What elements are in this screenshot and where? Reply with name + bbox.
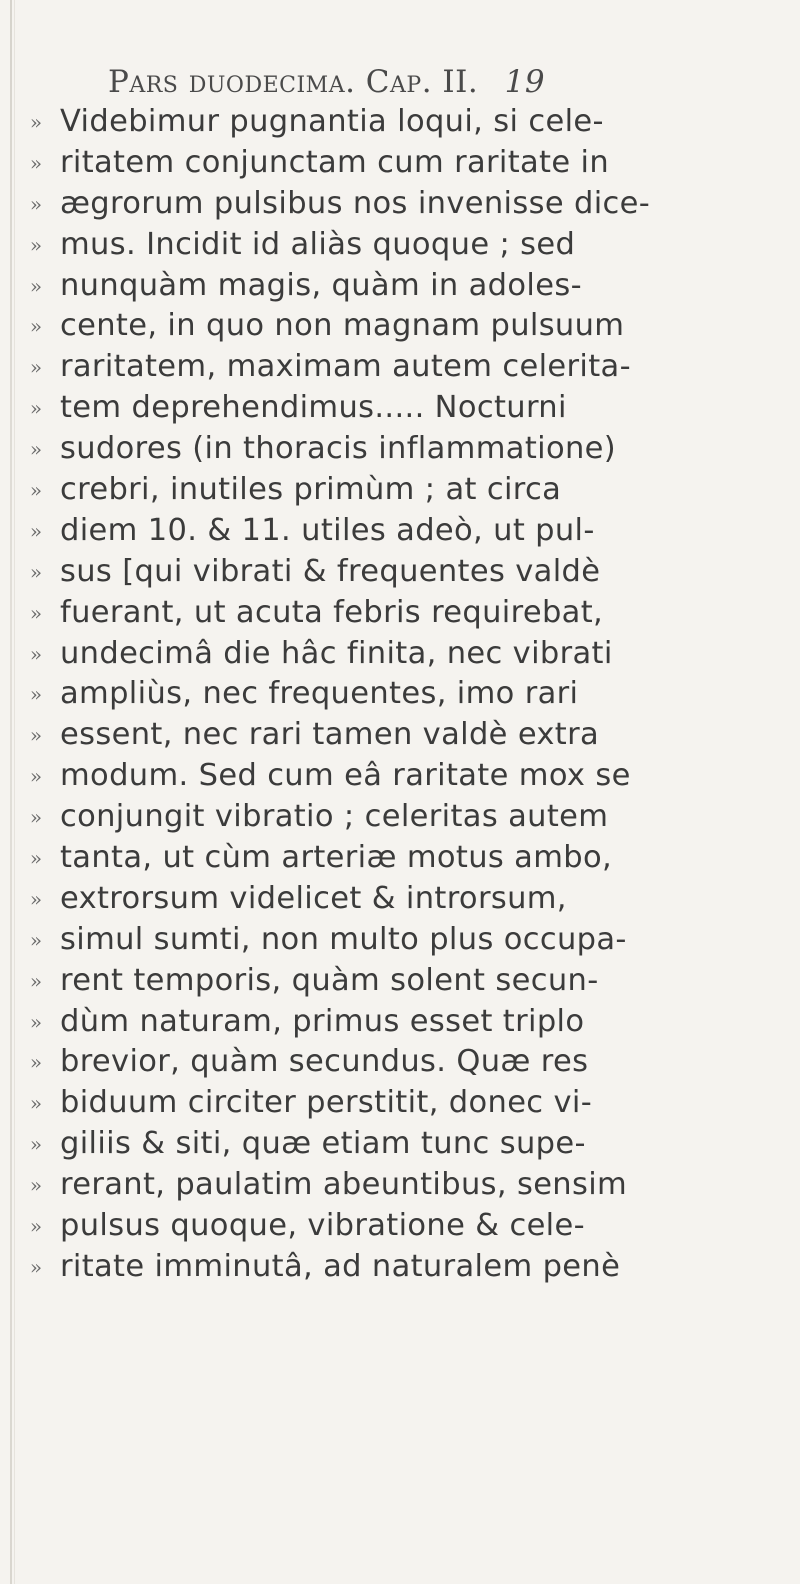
line-text: rerant, paulatim abeuntibus, sensim xyxy=(60,1167,628,1203)
line-text: nunquàm magis, quàm in adoles- xyxy=(60,267,582,303)
quotation-marker: » xyxy=(29,805,43,830)
text-line xyxy=(0,756,800,797)
quotation-marker: » xyxy=(29,1050,43,1075)
text-line xyxy=(0,388,800,429)
text-line xyxy=(0,511,800,552)
line-text: ritatem conjunctam cum raritate in xyxy=(60,144,610,180)
text-line xyxy=(0,838,800,879)
quotation-marker: » xyxy=(29,1132,43,1157)
quotation-marker: » xyxy=(29,273,43,298)
text-line xyxy=(0,715,800,756)
text-line xyxy=(0,266,800,307)
quotation-marker: » xyxy=(29,191,43,216)
line-text: sus [qui vibrati & frequentes valdè xyxy=(60,553,601,589)
quotation-marker: » xyxy=(29,150,43,175)
text-line xyxy=(0,470,800,511)
quotation-marker: » xyxy=(29,764,43,789)
quotation-marker: » xyxy=(29,682,43,707)
line-text: extrorsum videlicet & introrsum, xyxy=(60,880,567,916)
quotation-marker: » xyxy=(29,886,43,911)
text-line xyxy=(0,1247,800,1288)
line-text: dùm naturam, primus esset triplo xyxy=(60,1003,585,1039)
line-text: raritatem, maximam autem celerita- xyxy=(60,349,631,385)
text-line xyxy=(0,143,800,184)
quotation-marker: » xyxy=(29,478,43,503)
text-line xyxy=(0,429,800,470)
quotation-marker: » xyxy=(29,641,43,666)
line-text: biduum circiter perstitit, donec vi- xyxy=(60,1085,593,1121)
quotation-marker: » xyxy=(29,437,43,462)
line-text: cente, in quo non magnam pulsuum xyxy=(60,308,625,344)
quotation-marker: » xyxy=(29,968,43,993)
text-line xyxy=(0,1083,800,1124)
text-line xyxy=(0,552,800,593)
line-text: Videbimur pugnantia loqui, si cele- xyxy=(60,104,604,139)
line-text: crebri, inutiles primùm ; at circa xyxy=(60,472,562,508)
line-text: undecimâ die hâc finita, nec vibrati xyxy=(60,635,613,671)
line-text: fuerant, ut acuta febris requirebat, xyxy=(60,594,604,630)
body-text xyxy=(0,102,800,1288)
text-line xyxy=(0,102,800,143)
line-text: ægrorum pulsibus nos invenisse dice- xyxy=(60,185,651,221)
quotation-marker: » xyxy=(29,600,43,625)
quotation-marker: » xyxy=(29,1091,43,1116)
text-line xyxy=(0,961,800,1002)
quotation-marker: » xyxy=(29,846,43,871)
line-text: mus. Incidit id aliàs quoque ; sed xyxy=(60,226,576,262)
line-text: essent, nec rari tamen valdè extra xyxy=(60,717,600,753)
text-line xyxy=(0,1124,800,1165)
line-text: simul sumti, non multo plus occupa- xyxy=(60,921,627,957)
page-number: 19 xyxy=(504,64,546,100)
quotation-marker: » xyxy=(29,232,43,257)
line-text: brevior, quàm secundus. Quæ res xyxy=(60,1044,589,1080)
quotation-marker: » xyxy=(29,518,43,543)
line-text: modum. Sed cum eâ raritate mox se xyxy=(60,758,631,794)
text-line xyxy=(0,1165,800,1206)
text-line xyxy=(0,634,800,675)
line-text: rent temporis, quàm solent secun- xyxy=(60,962,599,998)
text-line xyxy=(0,1002,800,1043)
line-text: conjungit vibratio ; celeritas autem xyxy=(60,799,609,835)
line-text: pulsus quoque, vibratione & cele- xyxy=(60,1208,585,1244)
text-line xyxy=(0,920,800,961)
quotation-marker: » xyxy=(29,110,43,134)
quotation-marker: » xyxy=(29,314,43,339)
line-text: diem 10. & 11. utiles adeò, ut pul- xyxy=(60,512,595,548)
quotation-marker: » xyxy=(29,355,43,380)
text-line xyxy=(0,1042,800,1083)
quotation-marker: » xyxy=(29,927,43,952)
line-text: sudores (in thoracis inflammatione) xyxy=(60,431,617,467)
text-line xyxy=(0,184,800,225)
quotation-marker: » xyxy=(29,396,43,421)
text-line xyxy=(0,593,800,634)
line-text: tanta, ut cùm arteriæ motus ambo, xyxy=(60,840,613,876)
quotation-marker: » xyxy=(29,1254,43,1279)
text-line xyxy=(0,797,800,838)
text-line xyxy=(0,674,800,715)
text-line xyxy=(0,306,800,347)
line-text: ritate imminutâ, ad naturalem penè xyxy=(60,1248,621,1284)
quotation-marker: » xyxy=(29,1009,43,1034)
quotation-marker: » xyxy=(29,1173,43,1198)
text-line xyxy=(0,1206,800,1247)
quotation-marker: » xyxy=(29,723,43,748)
text-line xyxy=(0,347,800,388)
quotation-marker: » xyxy=(29,559,43,584)
quotation-marker: » xyxy=(29,1214,43,1239)
text-line xyxy=(0,879,800,920)
line-text: giliis & siti, quæ etiam tunc supe- xyxy=(60,1126,586,1162)
text-line xyxy=(0,225,800,266)
line-text: ampliùs, nec frequentes, imo rari xyxy=(60,676,579,712)
line-text: tem deprehendimus..... Nocturni xyxy=(60,390,567,426)
running-title: Pars duodecima. Cap. II. xyxy=(108,64,479,100)
